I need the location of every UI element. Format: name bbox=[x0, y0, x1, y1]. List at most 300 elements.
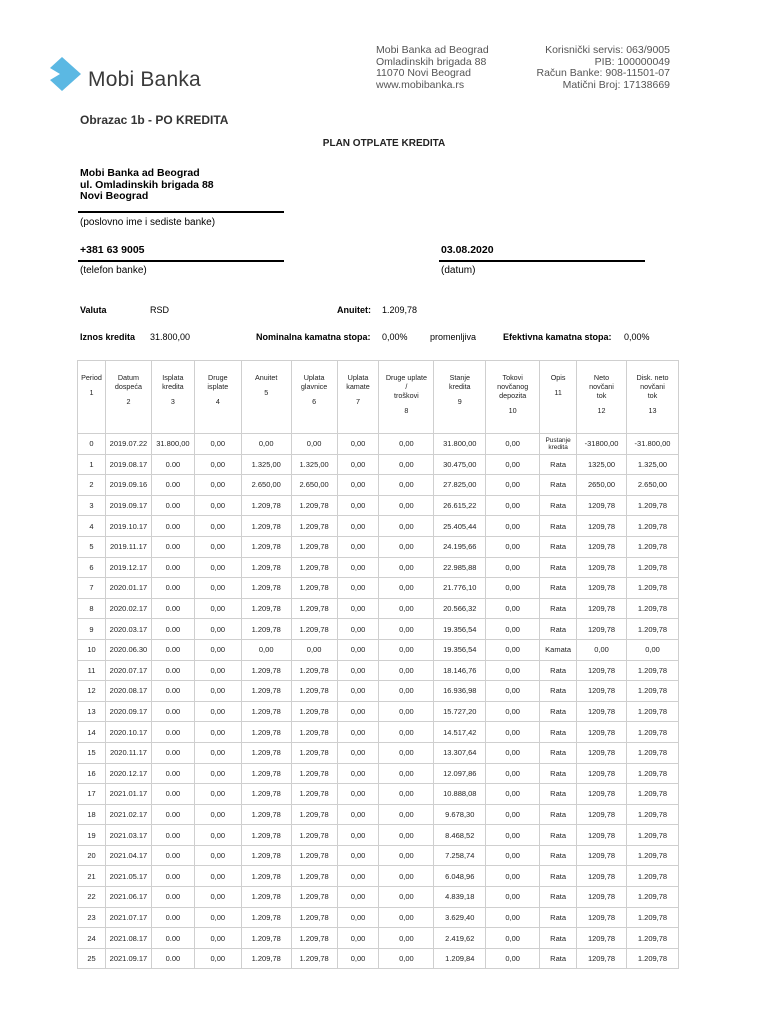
table-cell: Rata bbox=[540, 598, 577, 619]
table-cell: 0,00 bbox=[486, 660, 540, 681]
table-cell: 11 bbox=[78, 660, 106, 681]
table-cell: 1.325,00 bbox=[291, 454, 337, 475]
column-header bbox=[626, 361, 678, 434]
table-cell: 5 bbox=[78, 536, 106, 557]
table-cell: 0,00 bbox=[486, 907, 540, 928]
table-cell: 0,00 bbox=[337, 681, 379, 702]
table-cell: 22.985,88 bbox=[434, 557, 486, 578]
table-row bbox=[78, 639, 679, 660]
table-cell: 1.325,00 bbox=[241, 454, 291, 475]
header-label-line: Datum bbox=[117, 373, 140, 382]
table-cell: 0,00 bbox=[194, 454, 241, 475]
table-cell: 21.776,10 bbox=[434, 578, 486, 599]
table-cell: 0,00 bbox=[486, 701, 540, 722]
table-cell: 1.209,78 bbox=[241, 907, 291, 928]
table-cell: 1.209,78 bbox=[291, 681, 337, 702]
id-line: PIB: 100000049 bbox=[594, 55, 670, 68]
table-cell: 2650,00 bbox=[577, 475, 627, 496]
table-row bbox=[78, 866, 679, 887]
column-number: 10 bbox=[508, 406, 517, 415]
table-cell: 14.517,42 bbox=[434, 722, 486, 743]
table-cell: 1.209,78 bbox=[241, 887, 291, 908]
table-cell: 1.209,78 bbox=[241, 557, 291, 578]
header-label-line: Druge uplate bbox=[385, 373, 427, 382]
table-cell: 1.209,78 bbox=[291, 701, 337, 722]
bank-name-block bbox=[80, 168, 214, 203]
bank-caption: (poslovno ime i sediste banke) bbox=[80, 217, 216, 228]
table-cell: 1.209,78 bbox=[626, 578, 678, 599]
table-cell: 2020.11.17 bbox=[105, 742, 151, 763]
table-cell: 0.00 bbox=[151, 928, 194, 949]
table-cell: 0,00 bbox=[379, 516, 434, 537]
table-cell: Rata bbox=[540, 763, 577, 784]
table-cell: 0,00 bbox=[486, 763, 540, 784]
table-cell: Rata bbox=[540, 701, 577, 722]
table-cell: 0,00 bbox=[379, 495, 434, 516]
table-cell: Kamata bbox=[540, 639, 577, 660]
table-cell: 0.00 bbox=[151, 495, 194, 516]
table-cell: 1209,78 bbox=[577, 866, 627, 887]
table-cell: 2021.03.17 bbox=[105, 825, 151, 846]
table-cell: 2021.02.17 bbox=[105, 804, 151, 825]
table-cell: 1.325,00 bbox=[626, 454, 678, 475]
table-row bbox=[78, 907, 679, 928]
table-cell: 0,00 bbox=[379, 619, 434, 640]
table-cell: 1209,78 bbox=[577, 557, 627, 578]
table-cell: 0,00 bbox=[241, 434, 291, 455]
table-cell: 15.727,20 bbox=[434, 701, 486, 722]
table-cell: 0,00 bbox=[337, 948, 379, 969]
table-cell: 0,00 bbox=[486, 434, 540, 455]
table-cell: Rata bbox=[540, 578, 577, 599]
table-cell: 1.209,78 bbox=[291, 619, 337, 640]
table-cell: 0,00 bbox=[486, 825, 540, 846]
table-cell: 0,00 bbox=[241, 639, 291, 660]
table-cell: 4.839,18 bbox=[434, 887, 486, 908]
header-label-line: Disk. neto bbox=[636, 373, 669, 382]
table-cell: 1.209,78 bbox=[241, 928, 291, 949]
phone-underline bbox=[78, 260, 284, 262]
table-cell: 0,00 bbox=[194, 845, 241, 866]
table-cell: 1.209,78 bbox=[626, 887, 678, 908]
table-row bbox=[78, 845, 679, 866]
table-cell: 0,00 bbox=[486, 845, 540, 866]
table-cell: Rata bbox=[540, 784, 577, 805]
table-cell: 3.629,40 bbox=[434, 907, 486, 928]
table-cell: 0.00 bbox=[151, 742, 194, 763]
table-cell: 1.209,78 bbox=[291, 907, 337, 928]
table-cell: 0,00 bbox=[337, 619, 379, 640]
table-cell: 0,00 bbox=[194, 887, 241, 908]
header-label-line: Period bbox=[81, 373, 102, 382]
table-cell: 2021.08.17 bbox=[105, 928, 151, 949]
table-cell: 0,00 bbox=[337, 928, 379, 949]
table-cell: 0,00 bbox=[486, 536, 540, 557]
table-cell: 24.195,66 bbox=[434, 536, 486, 557]
table-cell: 0.00 bbox=[151, 578, 194, 599]
table-cell: 0,00 bbox=[379, 681, 434, 702]
table-cell: 10 bbox=[78, 639, 106, 660]
table-cell: 21 bbox=[78, 866, 106, 887]
table-cell: 0,00 bbox=[291, 639, 337, 660]
header-label-line: / bbox=[405, 382, 408, 391]
table-cell: 1.209,78 bbox=[241, 784, 291, 805]
bank-address-block bbox=[376, 45, 489, 91]
table-cell: 0,00 bbox=[486, 619, 540, 640]
table-cell: 0,00 bbox=[194, 804, 241, 825]
table-row bbox=[78, 516, 679, 537]
table-cell: 0,00 bbox=[194, 516, 241, 537]
table-cell: 1209,78 bbox=[577, 681, 627, 702]
table-cell: 0,00 bbox=[337, 639, 379, 660]
mobi-logo-icon bbox=[48, 56, 82, 92]
id-line: Matični Broj: 17138669 bbox=[562, 78, 670, 91]
table-cell: 2021.05.17 bbox=[105, 866, 151, 887]
table-cell: 0,00 bbox=[194, 825, 241, 846]
table-row bbox=[78, 763, 679, 784]
table-cell: 2020.06.30 bbox=[105, 639, 151, 660]
header-label-line: tok bbox=[596, 391, 607, 400]
table-cell: 31.800,00 bbox=[151, 434, 194, 455]
table-cell: 0,00 bbox=[486, 639, 540, 660]
table-cell: 0.00 bbox=[151, 681, 194, 702]
table-cell: 0,00 bbox=[337, 557, 379, 578]
table-cell: 1209,78 bbox=[577, 784, 627, 805]
table-cell: 0.00 bbox=[151, 907, 194, 928]
table-cell: 2019.09.17 bbox=[105, 495, 151, 516]
table-cell: 0,00 bbox=[194, 763, 241, 784]
website-link[interactable]: www.mobibanka.rs bbox=[376, 78, 465, 91]
table-cell: 2020.01.17 bbox=[105, 578, 151, 599]
table-row bbox=[78, 722, 679, 743]
nominalna-value: 0,00% bbox=[382, 332, 408, 342]
table-cell: 1209,78 bbox=[577, 536, 627, 557]
table-cell: 0,00 bbox=[379, 928, 434, 949]
header-label-line: isplate bbox=[207, 382, 229, 391]
column-number: 1 bbox=[89, 388, 94, 397]
table-row bbox=[78, 536, 679, 557]
table-cell: Rata bbox=[540, 907, 577, 928]
table-cell: 0.00 bbox=[151, 784, 194, 805]
table-cell: 0,00 bbox=[379, 804, 434, 825]
table-cell: 1.209,78 bbox=[626, 516, 678, 537]
table-cell: 0,00 bbox=[486, 742, 540, 763]
table-cell: 7 bbox=[78, 578, 106, 599]
table-cell: 0,00 bbox=[194, 639, 241, 660]
table-cell: 1.209,78 bbox=[626, 948, 678, 969]
table-cell: 1209,78 bbox=[577, 845, 627, 866]
table-cell: 1.209,78 bbox=[241, 825, 291, 846]
date-value: 03.08.2020 bbox=[441, 244, 494, 256]
id-line: Račun Banke: 908-11501-07 bbox=[536, 67, 670, 79]
table-cell: 0,00 bbox=[486, 578, 540, 599]
table-cell: 1.209,78 bbox=[241, 681, 291, 702]
table-cell: 1.209,78 bbox=[626, 701, 678, 722]
table-cell: 1.209,78 bbox=[626, 845, 678, 866]
table-cell: 1209,78 bbox=[577, 887, 627, 908]
table-cell: 0,00 bbox=[337, 701, 379, 722]
table-cell: 1.209,78 bbox=[626, 928, 678, 949]
table-cell: 0,00 bbox=[194, 701, 241, 722]
table-cell: 2020.02.17 bbox=[105, 598, 151, 619]
table-header-row bbox=[78, 361, 679, 434]
table-cell: 0,00 bbox=[486, 516, 540, 537]
table-cell: 22 bbox=[78, 887, 106, 908]
table-row bbox=[78, 784, 679, 805]
column-number: 4 bbox=[215, 397, 220, 406]
table-cell: Rata bbox=[540, 536, 577, 557]
column-header bbox=[194, 361, 241, 434]
table-cell: 0,00 bbox=[379, 887, 434, 908]
table-cell: 1209,78 bbox=[577, 907, 627, 928]
column-number: 3 bbox=[170, 397, 175, 406]
phone-caption: (telefon banke) bbox=[80, 265, 147, 276]
table-cell: 0,00 bbox=[194, 948, 241, 969]
column-number: 5 bbox=[264, 388, 269, 397]
table-cell: 0,00 bbox=[337, 578, 379, 599]
table-cell: 2.650,00 bbox=[626, 475, 678, 496]
column-number: 9 bbox=[457, 397, 462, 406]
table-cell: Rata bbox=[540, 454, 577, 475]
repayment-plan-table bbox=[77, 360, 679, 969]
iznos-label: Iznos kredita bbox=[80, 332, 136, 342]
table-cell: 1.209,78 bbox=[626, 681, 678, 702]
table-cell: 6 bbox=[78, 557, 106, 578]
date-underline bbox=[439, 260, 645, 262]
valuta-value: RSD bbox=[150, 305, 170, 315]
table-cell: 1.209,78 bbox=[291, 866, 337, 887]
table-cell: 0.00 bbox=[151, 475, 194, 496]
anuitet-label: Anuitet: bbox=[337, 305, 371, 315]
table-cell: 0,00 bbox=[337, 454, 379, 475]
table-cell: 0,00 bbox=[379, 598, 434, 619]
column-header bbox=[241, 361, 291, 434]
table-cell: 1.209,78 bbox=[291, 660, 337, 681]
table-cell: 1.209,78 bbox=[626, 557, 678, 578]
table-cell: 1.209,78 bbox=[626, 804, 678, 825]
table-cell: 1209,78 bbox=[577, 742, 627, 763]
table-cell: 24 bbox=[78, 928, 106, 949]
table-cell: 2019.08.17 bbox=[105, 454, 151, 475]
table-cell: 0.00 bbox=[151, 804, 194, 825]
table-cell: 0,00 bbox=[337, 866, 379, 887]
table-cell: 0,00 bbox=[337, 598, 379, 619]
table-cell: 9.678,30 bbox=[434, 804, 486, 825]
table-cell: 0,00 bbox=[337, 475, 379, 496]
table-cell: Rata bbox=[540, 619, 577, 640]
table-cell: Rata bbox=[540, 516, 577, 537]
table-cell: 2 bbox=[78, 475, 106, 496]
table-cell: 0.00 bbox=[151, 845, 194, 866]
table-cell: 13.307,64 bbox=[434, 742, 486, 763]
table-cell: 1325,00 bbox=[577, 454, 627, 475]
table-cell: 2020.12.17 bbox=[105, 763, 151, 784]
column-number: 11 bbox=[554, 388, 562, 397]
table-cell: 1.209,78 bbox=[626, 598, 678, 619]
table-cell: 1.209,78 bbox=[241, 536, 291, 557]
table-cell: 0.00 bbox=[151, 660, 194, 681]
table-cell: 0.00 bbox=[151, 866, 194, 887]
table-cell: 0,00 bbox=[379, 742, 434, 763]
table-cell: Pustanje kredita bbox=[540, 434, 577, 455]
table-cell: 1.209,78 bbox=[241, 804, 291, 825]
table-cell: 0,00 bbox=[486, 557, 540, 578]
table-cell: 1209,78 bbox=[577, 495, 627, 516]
table-cell: 0,00 bbox=[379, 763, 434, 784]
table-row bbox=[78, 557, 679, 578]
table-cell: 16.936,98 bbox=[434, 681, 486, 702]
table-cell: 0,00 bbox=[194, 681, 241, 702]
table-cell: Rata bbox=[540, 557, 577, 578]
table-cell: 0,00 bbox=[486, 784, 540, 805]
table-cell: 23 bbox=[78, 907, 106, 928]
table-cell: 2019.10.17 bbox=[105, 516, 151, 537]
column-header bbox=[105, 361, 151, 434]
table-cell: 12.097,86 bbox=[434, 763, 486, 784]
table-cell: 1209,78 bbox=[577, 598, 627, 619]
table-cell: 26.615,22 bbox=[434, 495, 486, 516]
table-row bbox=[78, 701, 679, 722]
table-cell: 0,00 bbox=[337, 763, 379, 784]
table-cell: 0,00 bbox=[379, 907, 434, 928]
table-cell: 0,00 bbox=[626, 639, 678, 660]
table-cell: 16 bbox=[78, 763, 106, 784]
table-cell: 1.209,78 bbox=[626, 660, 678, 681]
table-cell: 1.209,78 bbox=[626, 495, 678, 516]
table-cell: 0,00 bbox=[337, 887, 379, 908]
header-label-line: novčani bbox=[589, 382, 614, 391]
table-cell: 8.468,52 bbox=[434, 825, 486, 846]
table-row bbox=[78, 948, 679, 969]
table-cell: 2021.07.17 bbox=[105, 907, 151, 928]
table-cell: 1.209,78 bbox=[241, 578, 291, 599]
header-label-line: kredita bbox=[162, 382, 184, 391]
table-cell: 0.00 bbox=[151, 639, 194, 660]
header-label-line: kamate bbox=[346, 382, 370, 391]
nominalna-label: Nominalna kamatna stopa: bbox=[256, 332, 371, 342]
table-cell: 1.209,78 bbox=[291, 557, 337, 578]
table-cell: 19.356,54 bbox=[434, 639, 486, 660]
table-cell: Rata bbox=[540, 722, 577, 743]
table-cell: 0,00 bbox=[486, 887, 540, 908]
column-header bbox=[379, 361, 434, 434]
table-cell: 1209,78 bbox=[577, 804, 627, 825]
table-cell: 1.209,78 bbox=[626, 763, 678, 784]
table-cell: 1.209,78 bbox=[626, 536, 678, 557]
table-cell: 1.209,78 bbox=[241, 516, 291, 537]
valuta-label: Valuta bbox=[80, 305, 107, 315]
table-cell: 0 bbox=[78, 434, 106, 455]
column-number: 2 bbox=[126, 397, 131, 406]
table-cell: 0,00 bbox=[379, 639, 434, 660]
header-label-line: Isplata bbox=[162, 373, 184, 382]
plan-title: PLAN OTPLATE KREDITA bbox=[322, 138, 446, 149]
table-cell: 0,00 bbox=[379, 701, 434, 722]
table-cell: 1.209,78 bbox=[241, 948, 291, 969]
bank-line: Mobi Banka ad Beograd bbox=[80, 167, 200, 179]
table-cell: 0,00 bbox=[486, 598, 540, 619]
iznos-value: 31.800,00 bbox=[150, 332, 191, 342]
table-row bbox=[78, 804, 679, 825]
table-row bbox=[78, 434, 679, 455]
column-header bbox=[337, 361, 379, 434]
table-cell: 1.209,78 bbox=[241, 866, 291, 887]
phone-value: +381 63 9005 bbox=[80, 244, 145, 256]
anuitet-value: 1.209,78 bbox=[382, 305, 418, 315]
table-cell: 0,00 bbox=[194, 907, 241, 928]
header-label-line: Uplata bbox=[347, 373, 369, 382]
table-cell: Rata bbox=[540, 887, 577, 908]
column-header bbox=[540, 361, 577, 434]
column-number: 13 bbox=[648, 406, 657, 415]
table-cell: 2021.01.17 bbox=[105, 784, 151, 805]
table-cell: 1.209,78 bbox=[291, 495, 337, 516]
table-cell: 2021.09.17 bbox=[105, 948, 151, 969]
table-cell: 1209,78 bbox=[577, 825, 627, 846]
table-cell: 1209,78 bbox=[577, 928, 627, 949]
table-cell: 1.209,78 bbox=[291, 722, 337, 743]
header-label-line: novčani bbox=[640, 382, 665, 391]
table-cell: 0,00 bbox=[486, 948, 540, 969]
column-header bbox=[486, 361, 540, 434]
table-cell: 0.00 bbox=[151, 701, 194, 722]
column-header bbox=[291, 361, 337, 434]
table-cell: 0.00 bbox=[151, 619, 194, 640]
table-cell: 1.209,78 bbox=[626, 825, 678, 846]
table-row bbox=[78, 495, 679, 516]
table-cell: 1.209,78 bbox=[291, 845, 337, 866]
table-cell: 0.00 bbox=[151, 948, 194, 969]
column-header bbox=[434, 361, 486, 434]
table-cell: 1209,78 bbox=[577, 516, 627, 537]
table-cell: 2019.07.22 bbox=[105, 434, 151, 455]
table-cell: 27.825,00 bbox=[434, 475, 486, 496]
table-row bbox=[78, 598, 679, 619]
table-cell: 0,00 bbox=[194, 742, 241, 763]
table-cell: 1.209,78 bbox=[241, 722, 291, 743]
header-label-line: Druge bbox=[208, 373, 228, 382]
table-cell: 0.00 bbox=[151, 516, 194, 537]
table-cell: Rata bbox=[540, 928, 577, 949]
bank-ids-block bbox=[537, 45, 671, 91]
table-cell: 0,00 bbox=[337, 434, 379, 455]
table-cell: 1.209,78 bbox=[241, 763, 291, 784]
table-cell: 0,00 bbox=[337, 536, 379, 557]
table-body bbox=[78, 434, 679, 969]
table-cell: 1.209,78 bbox=[291, 536, 337, 557]
logo-text: Mobi Banka bbox=[88, 68, 201, 91]
table-cell: 0,00 bbox=[194, 578, 241, 599]
mobi-banka-logo bbox=[48, 56, 208, 96]
header-label-line: Stanje bbox=[449, 373, 470, 382]
table-cell: 0,00 bbox=[337, 495, 379, 516]
table-cell: Rata bbox=[540, 845, 577, 866]
table-cell: 1.209,78 bbox=[626, 742, 678, 763]
table-cell: 1.209,84 bbox=[434, 948, 486, 969]
column-header bbox=[151, 361, 194, 434]
table-cell: 15 bbox=[78, 742, 106, 763]
form-title: Obrazac 1b - PO KREDITA bbox=[80, 113, 229, 127]
table-cell: 0.00 bbox=[151, 557, 194, 578]
table-cell: 0.00 bbox=[151, 598, 194, 619]
table-cell: 0,00 bbox=[379, 557, 434, 578]
table-cell: 0,00 bbox=[337, 516, 379, 537]
table-cell: 1.209,78 bbox=[241, 495, 291, 516]
table-cell: 1.209,78 bbox=[291, 598, 337, 619]
header-label-line: tok bbox=[647, 391, 658, 400]
table-cell: 0.00 bbox=[151, 536, 194, 557]
table-cell: 2021.06.17 bbox=[105, 887, 151, 908]
